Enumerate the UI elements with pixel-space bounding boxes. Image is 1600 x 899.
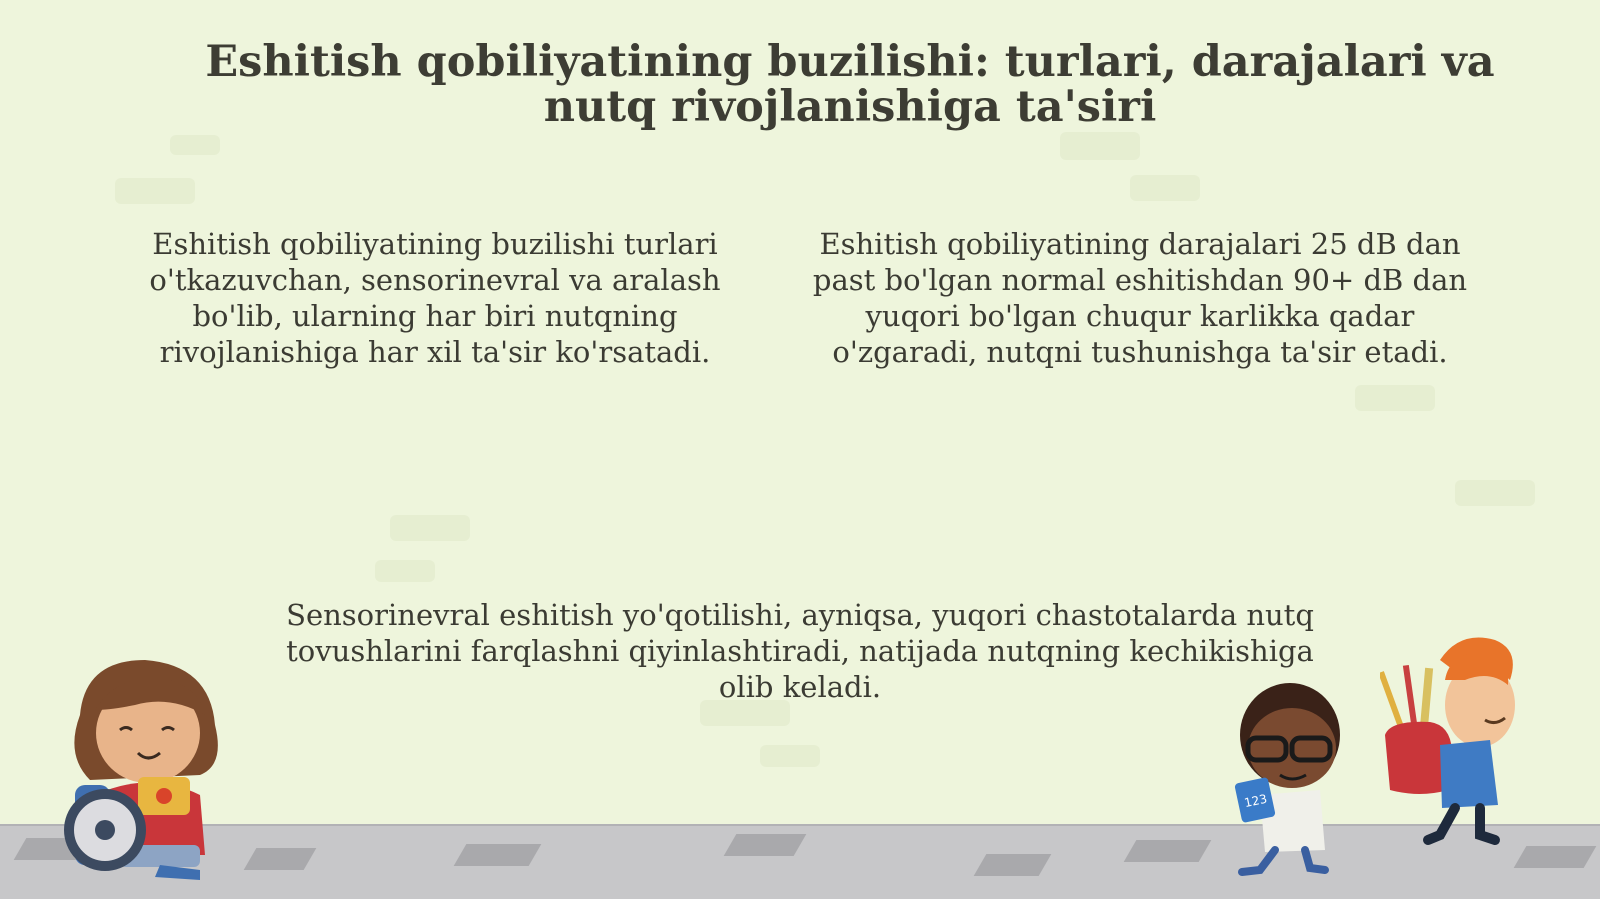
background-texture xyxy=(115,178,195,204)
background-texture xyxy=(375,560,435,582)
background-texture xyxy=(390,515,470,541)
background-texture xyxy=(170,135,220,155)
background-texture xyxy=(1130,175,1200,201)
paragraph-hearing-levels: Eshitish qobiliyatining darajalari 25 dB dan past bo'lgan normal eshitishdan 90+ dB dan yuqori bo'lgan chuqur karlikka qadar o'zgaradi, nutqni tushunishga ta'sir etadi. xyxy=(812,227,1468,369)
boy-glasses-illustration xyxy=(1230,680,1360,880)
girl-wheelchair-illustration xyxy=(50,655,240,885)
road xyxy=(0,826,1600,899)
background-texture xyxy=(1455,480,1535,506)
slide-title: Eshitish qobiliyatining buzilishi: turlari, darajalari va nutq rivojlanishiga ta'siri xyxy=(205,37,1495,132)
boy-backpack-illustration xyxy=(1380,630,1540,860)
paragraph-sensorineural-loss: Sensorinevral eshitish yo'qotilishi, ayniqsa, yuqori chastotalarda nutq tovushlarini farqlashni qiyinlashtiradi, natijada nutqning kechikishiga olib keladi. xyxy=(286,598,1314,704)
background-texture xyxy=(1060,132,1140,160)
book-label: 123 xyxy=(1242,791,1269,811)
paragraph-hearing-loss-types: Eshitish qobiliyatining buzilishi turlari o'tkazuvchan, sensorinevral va aralash bo'lib, ularning har biri nutqning rivojlanishiga har xil ta'sir ko'rsatadi. xyxy=(149,227,721,369)
background-texture xyxy=(760,745,820,767)
background-texture xyxy=(1355,385,1435,411)
